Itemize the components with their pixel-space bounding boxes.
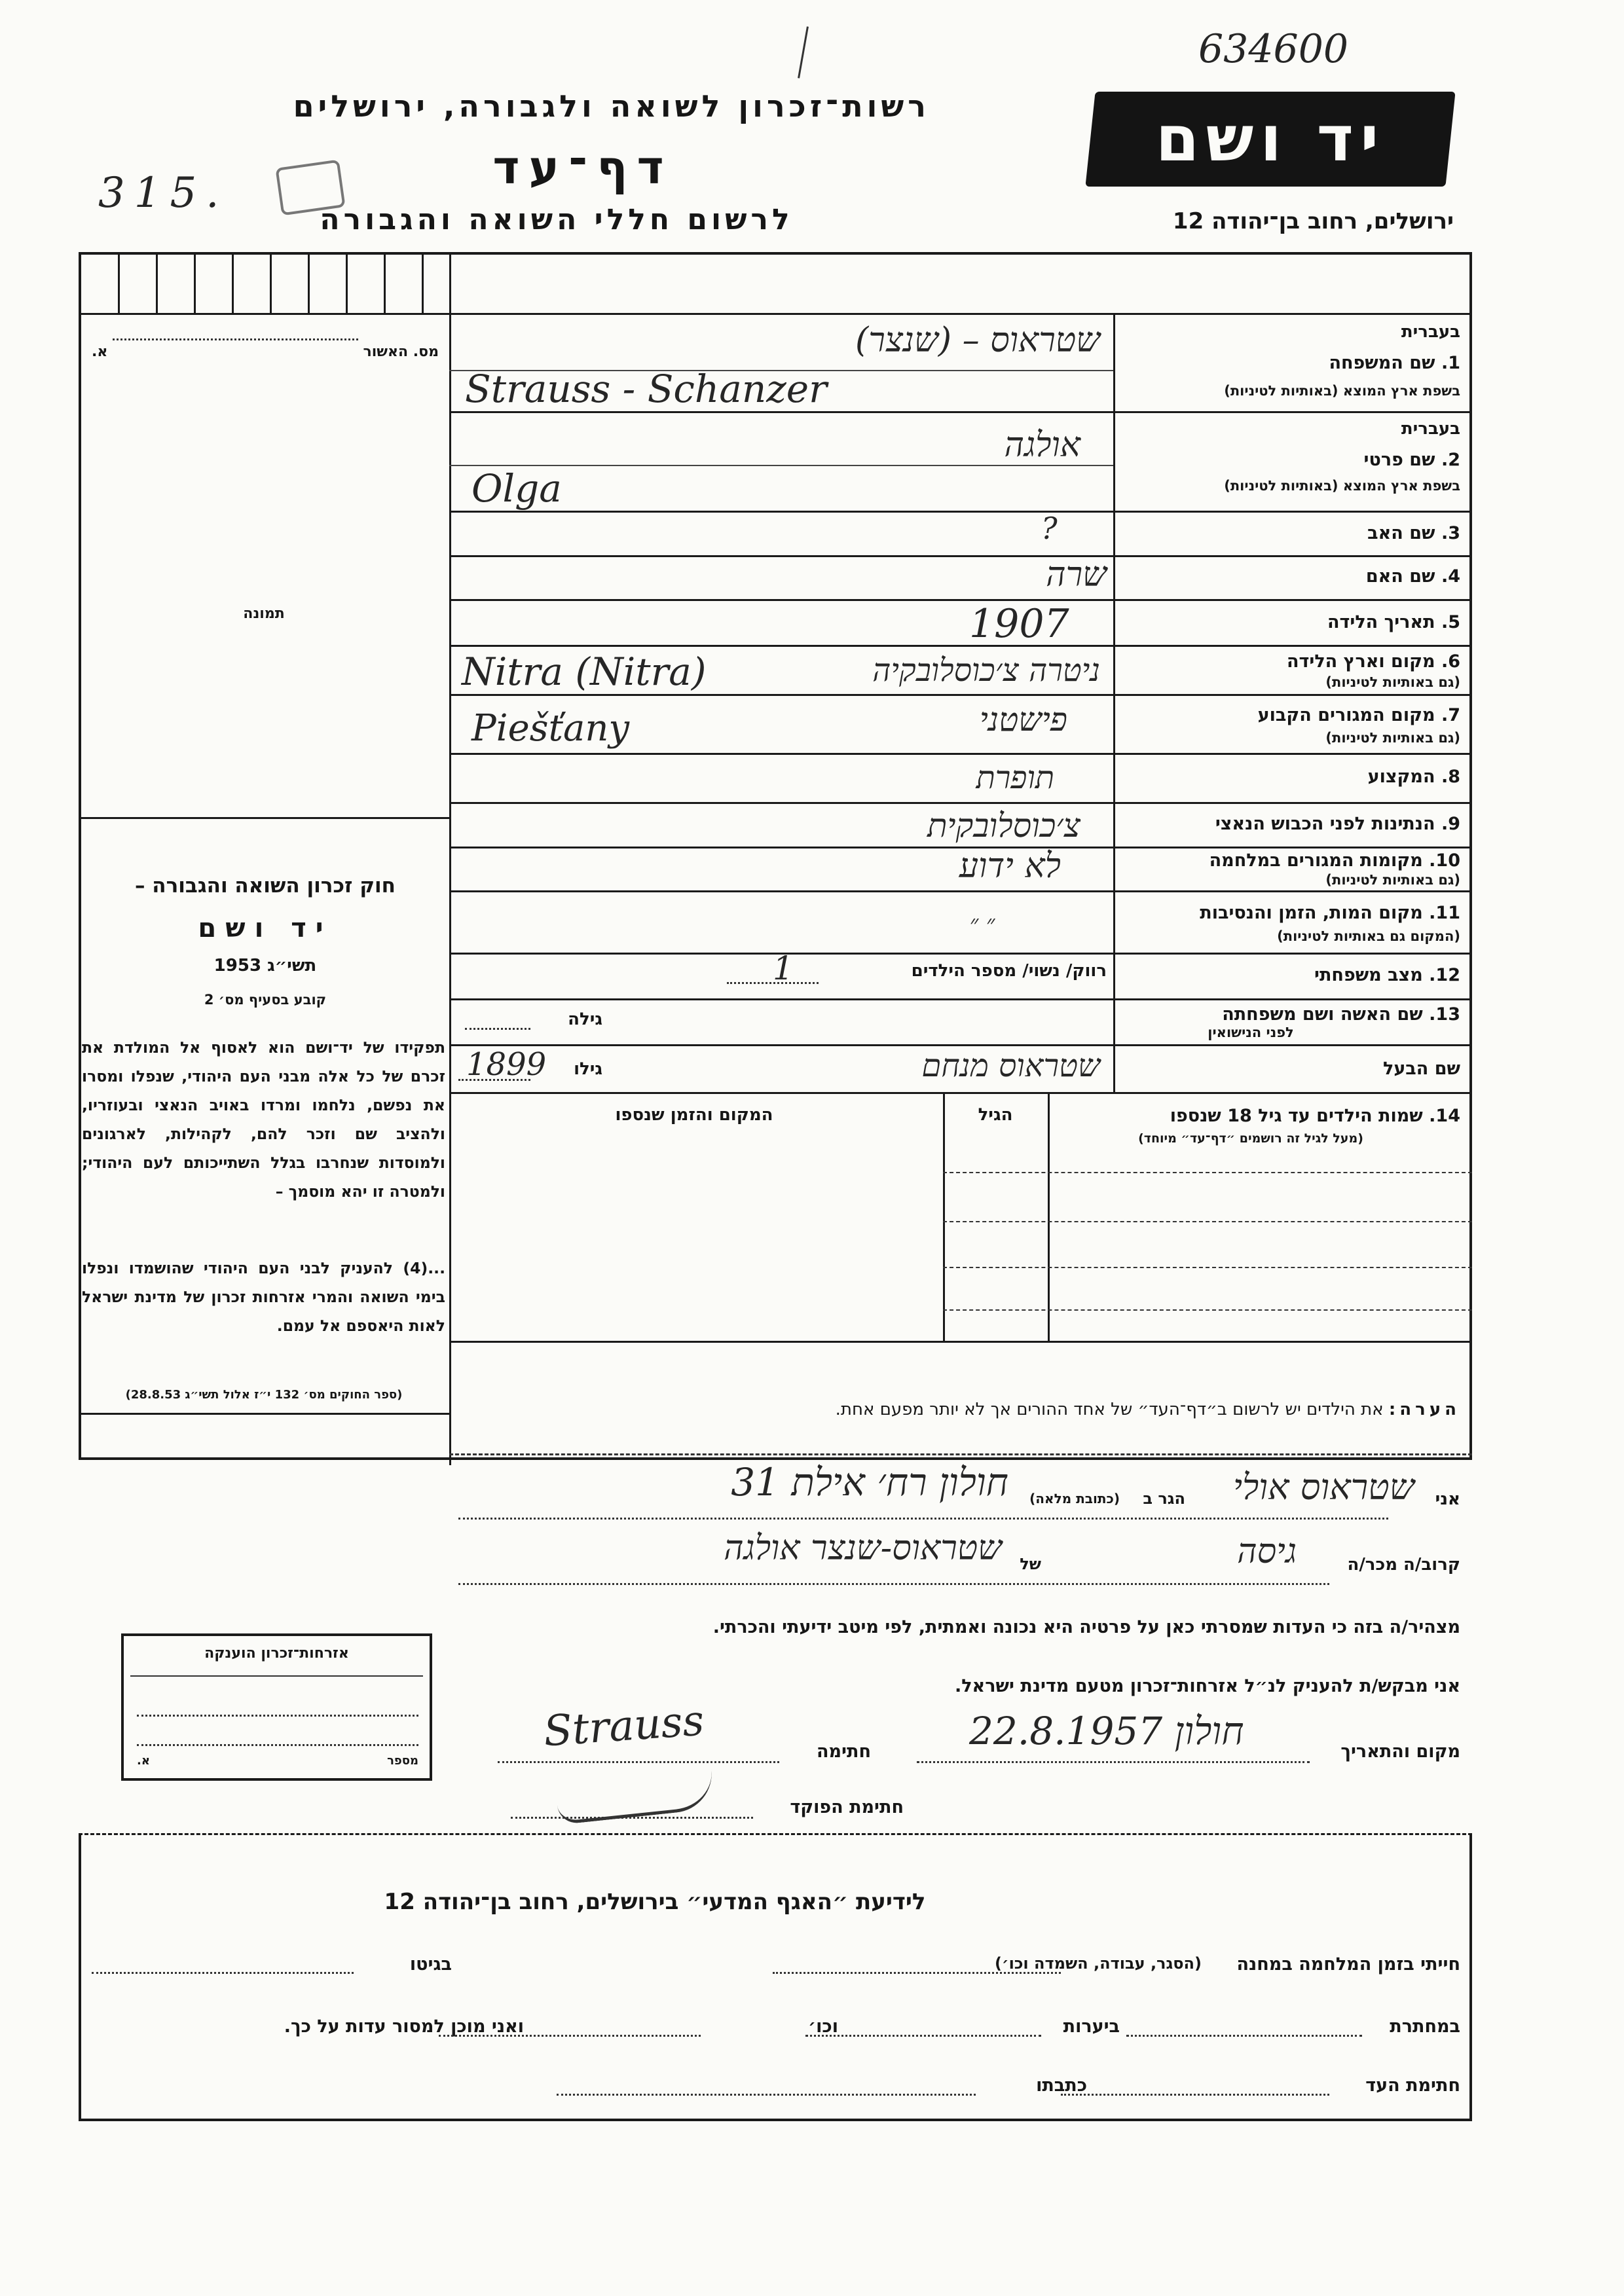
etc-rule <box>439 2035 701 2037</box>
field-2-name: שם פרטי <box>1363 450 1435 470</box>
field-11-label <box>1126 903 1460 923</box>
field-3-number: 3. <box>1441 523 1460 543</box>
children-row-line <box>943 1309 1472 1311</box>
declarant-line-1 <box>458 1460 1460 1522</box>
field-11-name: מקום המות, הזמן והנסיבות <box>1200 903 1423 923</box>
witness-signature-rule <box>1061 2094 1329 2096</box>
witness-address-rule <box>557 2094 976 2096</box>
declarant-signature[interactable]: Strauss <box>542 1696 706 1757</box>
citizenship-stamp-box <box>121 1633 432 1781</box>
row-line <box>449 802 1472 804</box>
slash-mark <box>798 26 809 78</box>
field-13-number: 13. <box>1429 1004 1460 1025</box>
wife-age-label: גילה <box>568 1010 602 1029</box>
ani-label: אני <box>1435 1489 1460 1509</box>
children-place-header: המקום והזמן שנספו <box>615 1105 773 1125</box>
field-11-value[interactable]: ״ ״ <box>969 911 995 938</box>
children-table-bottom <box>449 1341 1472 1343</box>
field-9-name: הנתינות לפני הכבוש הנאצי <box>1215 814 1435 834</box>
row-line <box>449 753 1472 755</box>
field-2-hebrew-value[interactable]: אולגה <box>1004 426 1080 465</box>
field-14-name: שמות הילדים עד גיל 18 שנספו <box>1170 1106 1423 1126</box>
address-note: (כתובת מלאה) <box>1029 1491 1120 1506</box>
yad-vashem-logo <box>1085 92 1455 187</box>
codebox-bottom <box>79 313 1472 315</box>
field-4-label <box>1126 567 1460 587</box>
field-3-value[interactable]: ? <box>1041 511 1058 546</box>
field-6-latin-value[interactable]: Nitra (Nitra) <box>462 649 707 694</box>
field-2-latin-value[interactable]: Olga <box>471 466 562 511</box>
official-signature-label: חתימת הפוקד <box>790 1797 904 1817</box>
field-3-name: שם האב <box>1367 523 1435 543</box>
note-row <box>458 1400 1460 1419</box>
field-12-name: מצב משפחתי <box>1314 965 1423 985</box>
row-line <box>449 998 1472 1000</box>
lives-label: הגר ב <box>1143 1489 1185 1508</box>
row-line <box>449 1092 1472 1094</box>
codebox-divider <box>232 252 234 314</box>
certificate-label: מס. האשור <box>363 344 439 360</box>
note-text: את הילדים יש לרשום ב״דף־העד״ של אחד ההורים אך לא יותר מפעם אחת. <box>835 1400 1384 1419</box>
declarant-relation[interactable]: גיסה <box>1237 1532 1297 1571</box>
field-1-label <box>1126 354 1460 373</box>
address: ירושלים, רחוב בן־יהודה 12 <box>1172 208 1454 234</box>
official-signature-scribble <box>555 1766 715 1825</box>
field-12-label <box>1126 966 1460 985</box>
field-10-label <box>1126 851 1460 871</box>
children-col-divider <box>943 1092 945 1341</box>
field-4-number: 4. <box>1441 566 1460 587</box>
field-5-label <box>1126 613 1460 632</box>
declarant-name[interactable]: שטראוס אולי <box>1232 1467 1414 1508</box>
field-6-label <box>1126 652 1460 672</box>
field-4-name: שם האם <box>1365 566 1435 587</box>
field-14-note: (מעל לגיל זה רושמים ״דף־עד״ מיוחד) <box>1138 1131 1363 1146</box>
sidebar-divider <box>449 313 451 1465</box>
row-line <box>449 645 1472 647</box>
field-2-language: בעברית <box>1401 419 1460 439</box>
field-1-latin-value[interactable]: Strauss - Schanzer <box>465 367 827 411</box>
field-7-latin-value[interactable]: Piešťany <box>471 707 630 750</box>
signature-rule <box>498 1761 779 1763</box>
field-7-label <box>1126 706 1460 725</box>
codebox-divider <box>384 252 386 314</box>
label-column-divider <box>1113 313 1115 1092</box>
husband-age-value[interactable]: 1899 <box>466 1046 547 1083</box>
codebox-divider <box>346 252 348 314</box>
field-7-name: מקום המגורים הקבוע <box>1257 705 1435 725</box>
field-1-hebrew-value[interactable]: שטראוס – (שנצר) <box>855 321 1100 360</box>
place-date-value[interactable]: חולון 22.8.1957 <box>969 1709 1244 1753</box>
field-7-note: (גם באותיות לטיניות) <box>1325 730 1460 746</box>
law-text-main: תפקידו של יד־ושם הוא לאסוף אל המולדת את זכרם של כל אלה מבני העם היהודי, שנפלו ומסרו את נפשם, נלחמו ומרדו באויב הנאצי ובעוזריו, ולהציב שם וזכר להם, לקהילות, לארגונים ולמוסדות שנחרבו בגלל השתייכותם לעם היהודי; ולמטרה זו יהא מוסמך – <box>82 1038 445 1201</box>
field-9-label <box>1126 814 1460 834</box>
etc-label: וכו׳ <box>808 2016 838 2037</box>
law-clause: קובע בסעיף מס׳ 2 <box>204 992 327 1008</box>
note-label: הערה: <box>1388 1400 1460 1419</box>
sidebar-law-bottom <box>79 1413 449 1415</box>
camp-note: (הסגר, עבודה, השמדה וכו׳) <box>994 1954 1202 1973</box>
footer-section <box>79 1833 1472 2121</box>
field-10-value[interactable]: לא ידוע <box>959 847 1061 886</box>
field-9-number: 9. <box>1441 814 1460 834</box>
codebox-divider <box>308 252 310 314</box>
field-6-name: מקום וארץ הלידה <box>1286 651 1435 672</box>
form-subtitle: לרשום חללי השואה והגבורה <box>320 203 794 236</box>
field-2-label <box>1126 450 1460 470</box>
husband-name-value[interactable]: שטראוס מנחם <box>921 1048 1100 1084</box>
place-date-label: מקום והתאריך <box>1340 1741 1460 1762</box>
stamp-number-label: מספר <box>387 1754 418 1768</box>
declarant-of-name[interactable]: שטראוס-שנצר אולגה <box>724 1529 1002 1568</box>
row-line <box>449 890 1472 892</box>
husband-label <box>1126 1059 1460 1079</box>
field-6-value[interactable]: ניטרה צ׳כוסלובקיה <box>872 652 1100 689</box>
certificate-number-label <box>92 344 439 360</box>
children-row-line <box>943 1172 1472 1173</box>
camp-label: חייתי בזמן המלחמה במחנה <box>1236 1954 1460 1975</box>
declarant-line-2 <box>458 1529 1460 1588</box>
law-text-clause: ...(4) להעניק לבני העם היהודי שהושמדו ונפלו בימי השואה והמרי אזרחות זכרון של מדינת ישראל לאות היאספם אל עמם. <box>82 1259 445 1335</box>
law-title: חוק זכרון השואה והגבורה – <box>135 874 396 898</box>
field-12-status-options: רווק/ נשוי/ מספר הילדים <box>911 961 1107 981</box>
field-5-value[interactable]: 1907 <box>969 601 1069 647</box>
husband-name-label: שם הבעל <box>1382 1059 1460 1079</box>
codebox-divider <box>194 252 196 314</box>
field-5-name: תאריך הלידה <box>1327 612 1435 632</box>
codebox-divider <box>118 252 120 314</box>
field-11-note: (המקום גם באותיות לטיניות) <box>1277 928 1460 944</box>
field-7-number: 7. <box>1441 705 1460 725</box>
stamp-box-title: אזרחות־זכרון הוענקה <box>204 1645 349 1662</box>
underground-rule <box>1126 2035 1362 2037</box>
form-title: דף־עד <box>492 141 673 194</box>
field-6-number: 6. <box>1441 651 1460 672</box>
witness-address-label: כתבתו <box>1036 2075 1087 2096</box>
children-row-line <box>943 1267 1472 1268</box>
declarant-section <box>449 1453 1472 1459</box>
field-4-value[interactable]: שרה <box>1046 555 1107 594</box>
underground-label: במחתרת <box>1390 2016 1460 2037</box>
field-1-name: שם המשפחה <box>1329 353 1435 373</box>
signature-label: חתימה <box>816 1741 871 1762</box>
field-14-number: 14. <box>1429 1106 1460 1126</box>
camp-rule <box>773 1972 1061 1974</box>
forests-rule <box>805 2035 1041 2037</box>
photo-label: תמונה <box>243 606 285 622</box>
ghetto-label: בגיטו <box>409 1954 452 1975</box>
declaration-text: מצהיר/ה בזה כי העדות שמסרתי כאן על פרטיה היא נכונה ואמתית, לפי מיטב ידיעתי והכרתי. <box>712 1617 1460 1637</box>
field-6-note: (גם באותיות לטיניות) <box>1325 674 1460 690</box>
of-label: של <box>1020 1555 1041 1573</box>
certificate-suffix: א. <box>92 344 108 360</box>
official-signature-rule <box>511 1817 753 1819</box>
field-10-name: מקומות המגורים במלחמה <box>1209 850 1423 871</box>
children-col-divider <box>1048 1092 1050 1341</box>
stamp-number-suffix: א. <box>137 1754 150 1768</box>
row-line <box>449 411 1472 413</box>
field-10-number: 10. <box>1429 850 1460 871</box>
ghetto-rule <box>92 1972 354 1974</box>
field-14-label <box>1048 1106 1460 1126</box>
row-line <box>449 511 1472 513</box>
field-9-value[interactable]: צ׳כוסלובקית <box>927 807 1080 845</box>
children-age-header: הגיל <box>978 1105 1013 1125</box>
husband-age-label: גילו <box>574 1059 602 1079</box>
relative-label: קרוב/ה מכר/ה <box>1347 1555 1460 1575</box>
children-row-line <box>943 1221 1472 1222</box>
page-number: 315. <box>98 169 229 217</box>
field-2-number: 2. <box>1441 450 1460 470</box>
law-name: יד ושם <box>198 913 333 943</box>
field-10-note: (גם באותיות לטיניות) <box>1325 872 1460 888</box>
declarant-address[interactable]: חולון רח׳ אילת 31 <box>731 1460 1008 1504</box>
field-12-children-count[interactable]: 1 <box>773 949 794 987</box>
field-13-name: שם האשה ושם משפחתה <box>1222 1004 1423 1025</box>
field-11-number: 11. <box>1429 903 1460 923</box>
declarant-line-2-rule <box>458 1583 1329 1585</box>
row-line <box>449 953 1472 955</box>
field-8-label <box>1126 767 1460 787</box>
codebox-divider <box>156 252 158 314</box>
field-12-number: 12. <box>1429 965 1460 985</box>
codebox-divider <box>449 252 451 314</box>
field-8-name: המקצוע <box>1367 767 1435 787</box>
children-count-line <box>727 982 819 984</box>
row-line <box>449 694 1472 696</box>
field-13-note: לפני הנישואין <box>1208 1025 1294 1040</box>
field-8-number: 8. <box>1441 767 1460 787</box>
place-date-rule <box>917 1761 1310 1763</box>
testimony-willing-text: ואני מוכן למסור עדות על כך. <box>284 2016 524 2037</box>
file-number: 634600 <box>1198 26 1349 72</box>
wife-age-line <box>465 1028 530 1030</box>
field-3-label <box>1126 524 1460 543</box>
field-13-label <box>1126 1005 1460 1025</box>
field-2-note: בשפת ארץ המוצא (באותיות לטיניות) <box>1224 478 1460 494</box>
field-5-number: 5. <box>1441 612 1460 632</box>
field-1-language: בעברית <box>1401 322 1460 342</box>
footer-title: לידיעת ״האגף המדעי״ בירושלים, רחוב בן־יהודה 12 <box>384 1889 926 1915</box>
authority-name: רשות־זכרון לשואה ולגבורה, ירושלים <box>293 88 930 124</box>
field-1-note: בשפת ארץ המוצא (באותיות לטיניות) <box>1224 383 1460 399</box>
witness-signature-label: חתימת העד <box>1365 2075 1460 2096</box>
declarant-line-1-rule <box>458 1518 1388 1520</box>
codebox-divider <box>270 252 272 314</box>
field-8-value[interactable]: תופרת <box>976 759 1054 796</box>
law-year: תשי״ג 1953 <box>213 956 317 975</box>
field-1-number: 1. <box>1441 353 1460 373</box>
husband-age-line <box>458 1079 530 1081</box>
law-reference: (ספר החוקים מס׳ 132 י״ז אלול תשי״ג 28.8.53) <box>125 1388 403 1402</box>
row-line <box>449 1044 1472 1046</box>
request-text: אני מבקש/ת להעניק לנ״ל אזרחות־זכרון מטעם מדינת ישראל. <box>954 1676 1460 1696</box>
photo-box-bottom <box>79 817 449 819</box>
field-7-value[interactable]: פישטני <box>979 701 1067 738</box>
logo-text: יד ושם <box>1155 102 1386 175</box>
row-line <box>449 599 1472 601</box>
codebox-divider <box>422 252 424 314</box>
forests-label: ביערות <box>1063 2016 1120 2037</box>
